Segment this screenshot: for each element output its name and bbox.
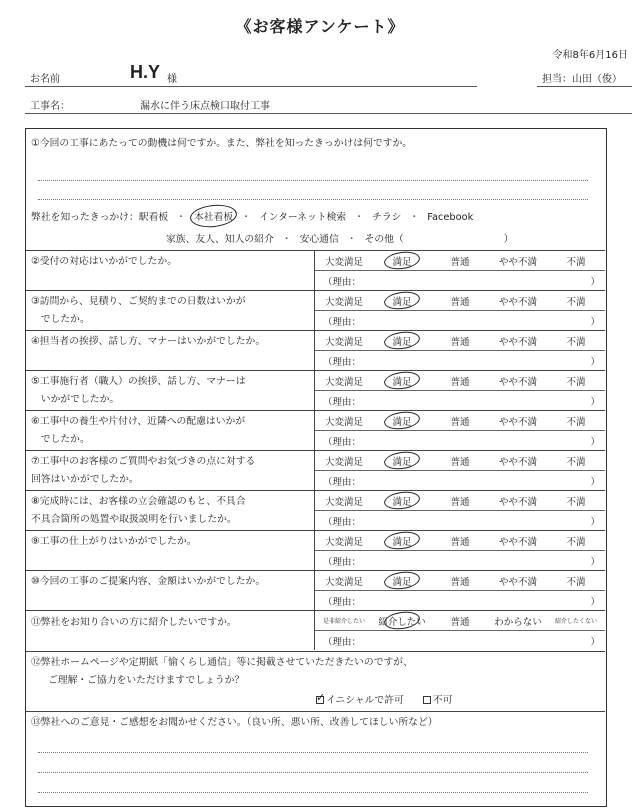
survey-date: 令和8年6月16日 — [552, 50, 628, 61]
rating-option-label: 普通 — [450, 296, 470, 308]
rating-option-label: やや不満 — [498, 496, 537, 508]
question-text: ⑨工事の仕上がりはいかがでしたか。 — [31, 536, 197, 547]
rating-option-label: 満足 — [392, 536, 412, 548]
q12-opt-yes: イニシャルで許可 — [326, 695, 404, 706]
reason-close: ） — [590, 356, 600, 368]
rating-option[interactable] — [547, 531, 605, 550]
name-suffix: 様 — [167, 74, 177, 85]
rating-option-label: やや不満 — [498, 256, 537, 268]
rating-option-label: 満足 — [392, 416, 412, 428]
selected-circle — [383, 329, 421, 351]
reason-label: （理由： — [323, 516, 362, 528]
comment-line — [38, 752, 588, 753]
rating-option[interactable] — [373, 491, 431, 510]
rating-option[interactable] — [431, 291, 489, 310]
rating-option-label: 満足 — [392, 376, 412, 388]
rating-options — [315, 371, 605, 391]
rating-option-label: 大変満足 — [324, 376, 363, 388]
staff-underline — [537, 86, 632, 87]
reason-field[interactable] — [315, 511, 605, 530]
rating-option[interactable] — [547, 491, 605, 510]
rating-option[interactable] — [547, 451, 605, 470]
trigger-row-2: 家族、友人、知人の紹介 ・ 安心通信 ・ その他（ ） — [166, 234, 514, 245]
rating-option[interactable] — [373, 451, 431, 470]
rating-options — [315, 331, 605, 351]
rating-option-label: 大変満足 — [324, 456, 363, 468]
rating-options — [315, 571, 605, 591]
selected-circle — [383, 449, 421, 471]
rating-option-label: 不満 — [566, 256, 586, 268]
reason-field[interactable] — [315, 431, 605, 450]
question-text: ⑧完成時には、お客様の立会確認のもと、不具合 — [31, 496, 246, 507]
rating-option[interactable] — [489, 531, 547, 550]
reason-close: ） — [590, 556, 600, 568]
rating-option-label: 普通 — [450, 336, 470, 348]
rating-option[interactable] — [373, 571, 431, 590]
question-text: 不具合箇所の処置や取扱説明を行いましたか。 — [31, 514, 237, 525]
rating-option-label: 大変満足 — [324, 576, 363, 588]
rating-option-label: 普通 — [450, 256, 470, 268]
reason-label: （理由： — [323, 356, 362, 368]
rating-options — [315, 411, 605, 431]
rating-grid — [314, 451, 605, 490]
rating-option-label: やや不満 — [498, 456, 537, 468]
question-5 — [26, 371, 605, 411]
trigger-opt-flyer[interactable]: チラシ — [372, 212, 402, 223]
rating-option[interactable] — [547, 291, 605, 310]
rating-option-label: 普通 — [450, 496, 470, 508]
rating-option-label: 大変満足 — [324, 296, 363, 308]
customer-name: H.Y — [130, 62, 161, 82]
question-text: ④担当者の挨拶、話し方、マナーはいかがでしたか。 — [31, 336, 266, 347]
rating-option[interactable] — [547, 571, 605, 590]
work-name: 漏水に伴う床点検口取付工事 — [140, 101, 270, 112]
rating-options — [315, 251, 605, 271]
rating-option[interactable] — [315, 371, 373, 390]
rating-option[interactable] — [373, 411, 431, 430]
reason-field[interactable] — [315, 591, 605, 610]
reason-label: （理由： — [323, 556, 362, 568]
rating-option-label: 満足 — [392, 296, 412, 308]
rating-option[interactable] — [373, 531, 431, 550]
rating-option[interactable] — [547, 251, 605, 270]
question-3 — [26, 291, 605, 331]
trigger-opt-internet[interactable]: インターネット検索 — [258, 212, 347, 223]
rating-option[interactable] — [489, 571, 547, 590]
reason-field[interactable] — [315, 351, 605, 370]
selected-circle — [383, 569, 421, 591]
question-text: いかがでしたか。 — [31, 394, 120, 405]
question-text: ②受付の対応はいかがでしたか。 — [31, 256, 177, 267]
q11-options — [315, 611, 605, 631]
rating-grid — [314, 491, 605, 530]
selected-circle — [383, 609, 421, 631]
rating-option-label: 大変満足 — [324, 256, 363, 268]
rating-option[interactable] — [489, 491, 547, 510]
name-underline — [25, 86, 477, 87]
rating-option-label: 不満 — [566, 416, 586, 428]
selected-circle — [383, 489, 421, 511]
rating-option-label: 不満 — [566, 496, 586, 508]
question-13 — [26, 712, 605, 806]
rating-option[interactable] — [489, 371, 547, 390]
question-text: ⑦工事中のお客様のご質問やお気づきの点に対する — [31, 456, 256, 467]
q12-line2: ご理解・ご協力をいただけますでしょうか？ — [48, 675, 245, 686]
rating-option[interactable] — [489, 411, 547, 430]
trigger-opt-hq-sign[interactable]: 本社看板 — [194, 209, 233, 223]
reason-field[interactable] — [315, 271, 605, 290]
trigger-opt-station[interactable]: 駅看板 — [138, 212, 169, 223]
comment-line — [38, 792, 588, 793]
reason-field[interactable] — [315, 551, 605, 570]
rating-option-label: やや不満 — [498, 296, 537, 308]
trigger-opt-referral[interactable]: 家族、友人、知人の紹介 — [166, 234, 274, 245]
work-label: 工事名： — [30, 101, 70, 112]
rating-option[interactable] — [431, 251, 489, 270]
rating-option[interactable] — [547, 331, 605, 350]
rating-option-label: 普通 — [450, 416, 470, 428]
rating-option-label: 大変満足 — [324, 496, 363, 508]
q1-text: ①今回の工事にあたっての動機は何ですか。また、弊社を知ったきっかけは何ですか。 — [31, 138, 413, 149]
question-text: ⑤工事施行者（職人）の挨拶、話し方、マナーは — [31, 376, 246, 387]
rating-grid — [314, 251, 605, 290]
rating-option-label: 不満 — [566, 336, 586, 348]
rating-option-label: 不満 — [566, 456, 586, 468]
reason-label: （理由： — [323, 596, 362, 608]
trigger-opt-newsletter[interactable]: 安心通信 — [299, 234, 339, 245]
rating-option-label: やや不満 — [498, 376, 537, 388]
rating-option-label: 満足 — [392, 576, 412, 588]
rating-option-label: 大変満足 — [324, 336, 363, 348]
rating-option[interactable] — [373, 251, 431, 270]
rating-option[interactable] — [489, 451, 547, 470]
trigger-opt-other[interactable]: その他（ — [364, 234, 404, 245]
reason-label: （理由： — [323, 436, 362, 448]
q11-opt-unsure[interactable]: わからない — [494, 616, 542, 628]
q13-text: ⑬弊社へのご意見・ご感想をお聞かせください。（良い所、悪い所、改善してほしい所など） — [31, 717, 438, 728]
rating-option[interactable] — [547, 371, 605, 390]
checkbox-checked[interactable] — [316, 696, 324, 704]
rating-options — [315, 531, 605, 551]
q11-grid — [314, 611, 605, 650]
rating-option[interactable] — [315, 291, 373, 310]
rating-option-label: 普通 — [450, 456, 470, 468]
question-12 — [26, 652, 605, 712]
rating-option[interactable] — [315, 531, 373, 550]
q11-opt-yes-label: 紹介したい — [378, 616, 426, 628]
answer-line — [38, 199, 588, 200]
selected-circle — [383, 249, 421, 271]
rating-grid — [314, 331, 605, 370]
rating-option[interactable] — [431, 491, 489, 510]
rating-option-label: 普通 — [450, 576, 470, 588]
reason-close: ） — [590, 476, 600, 488]
rating-option[interactable] — [489, 331, 547, 350]
rating-option[interactable] — [431, 411, 489, 430]
rating-option[interactable] — [489, 291, 547, 310]
rating-option[interactable] — [373, 331, 431, 350]
rating-option[interactable] — [431, 531, 489, 550]
reason-field[interactable] — [315, 471, 605, 490]
reason-close: ） — [590, 396, 600, 408]
selected-circle — [383, 289, 421, 311]
q12-line1: ⑫弊社ホームページや定期紙「愉くらし通信」等に掲載させていただきたいのですが、 — [31, 657, 413, 668]
rating-option-label: 不満 — [566, 296, 586, 308]
q11-opt-yes[interactable] — [373, 611, 431, 630]
rating-option[interactable] — [315, 491, 373, 510]
question-4 — [26, 331, 605, 371]
rating-option-label: 満足 — [392, 256, 412, 268]
question-11 — [26, 611, 605, 652]
trigger-opt-facebook[interactable]: Facebook — [427, 212, 474, 223]
selected-circle — [383, 369, 421, 391]
rating-option-label: 満足 — [392, 496, 412, 508]
rating-option-label: やや不満 — [498, 416, 537, 428]
question-text: ⑩今回の工事のご提案内容、金額はいかがでしたか。 — [31, 576, 266, 587]
rating-option[interactable] — [315, 411, 373, 430]
rating-option-label: 満足 — [392, 456, 412, 468]
question-text: でしたか。 — [31, 434, 90, 445]
rating-option[interactable] — [315, 331, 373, 350]
reason-label: （理由： — [323, 316, 362, 328]
staff-name: 担当：山田（俊） — [542, 74, 622, 85]
selected-circle — [383, 529, 421, 551]
rating-option[interactable] — [315, 571, 373, 590]
rating-option[interactable] — [373, 291, 431, 310]
comment-line — [38, 772, 588, 773]
rating-option-label: 満足 — [392, 336, 412, 348]
reason-field[interactable] — [315, 391, 605, 410]
rating-option[interactable] — [431, 371, 489, 390]
q12-choices — [316, 692, 453, 706]
trigger-label: 弊社を知ったきっかけ： — [31, 212, 139, 223]
rating-option-label: 不満 — [566, 576, 586, 588]
rating-grid — [314, 531, 605, 570]
name-label: お名前 — [30, 74, 60, 85]
question-7 — [26, 451, 605, 491]
reason-label: （理由： — [323, 276, 362, 288]
q11-reason[interactable] — [315, 631, 605, 650]
rating-option-label: やや不満 — [498, 536, 537, 548]
rating-option[interactable] — [315, 251, 373, 270]
q11-opt-definitely[interactable]: 是非紹介したい — [322, 618, 365, 625]
rating-grid — [314, 571, 605, 610]
rating-option[interactable] — [489, 251, 547, 270]
checkbox-unchecked[interactable] — [423, 696, 431, 704]
trigger-other-close: ） — [503, 234, 514, 245]
rating-option-label: 普通 — [450, 376, 470, 388]
rating-option-label: 普通 — [450, 536, 470, 548]
rating-option[interactable] — [547, 411, 605, 430]
question-text: でしたか。 — [31, 314, 90, 325]
question-6 — [26, 411, 605, 451]
rating-grid — [314, 411, 605, 450]
q12-opt-no: 不可 — [432, 695, 453, 706]
reason-close: ） — [590, 316, 600, 328]
question-text: ⑥工事中の養生や片付け、近隣への配慮はいかが — [31, 416, 246, 427]
survey-box — [25, 128, 607, 807]
rating-option[interactable] — [315, 451, 373, 470]
reason-close: ） — [590, 276, 600, 288]
q11-opt-no[interactable]: 紹介したくない — [554, 618, 597, 625]
work-underline — [25, 113, 632, 114]
rating-option[interactable] — [373, 371, 431, 390]
reason-close: ） — [590, 516, 600, 528]
page-title: 《お客様アンケート》 — [235, 17, 405, 36]
question-10 — [26, 571, 605, 611]
reason-close: ） — [590, 636, 600, 648]
q11-text: ⑪弊社をお知り合いの方に紹介したいですか。 — [31, 617, 237, 628]
reason-field[interactable] — [315, 311, 605, 330]
answer-line — [38, 180, 588, 181]
rating-option-label: やや不満 — [498, 576, 537, 588]
rating-options — [315, 291, 605, 311]
rating-grid — [314, 371, 605, 410]
reason-close: ） — [590, 596, 600, 608]
question-9 — [26, 531, 605, 571]
rating-options — [315, 451, 605, 471]
rating-options — [315, 491, 605, 511]
trigger-row-1: 弊社を知ったきっかけ：駅看板 ・ 本社看板 ・ インターネット検索 ・ チラシ ・ Facebook — [31, 209, 473, 223]
rating-option-label: 大変満足 — [324, 416, 363, 428]
rating-option[interactable] — [431, 451, 489, 470]
rating-grid — [314, 291, 605, 330]
selected-circle — [383, 409, 421, 431]
question-2 — [26, 251, 605, 291]
rating-option[interactable] — [431, 571, 489, 590]
rating-option-label: やや不満 — [498, 336, 537, 348]
question-1 — [26, 129, 605, 251]
question-text: ③訪問から、見積り、ご契約までの日数はいかが — [31, 296, 246, 307]
question-8 — [26, 491, 605, 531]
reason-close: ） — [590, 436, 600, 448]
rating-option-label: 大変満足 — [324, 536, 363, 548]
rating-option-label: 不満 — [566, 376, 586, 388]
rating-option-label: 不満 — [566, 536, 586, 548]
question-text: 回答はいかがでしたか。 — [31, 474, 139, 485]
rating-option[interactable] — [431, 331, 489, 350]
reason-label: （理由： — [323, 636, 362, 648]
reason-label: （理由： — [323, 476, 362, 488]
reason-label: （理由： — [323, 396, 362, 408]
q11-opt-neutral[interactable]: 普通 — [450, 616, 470, 628]
